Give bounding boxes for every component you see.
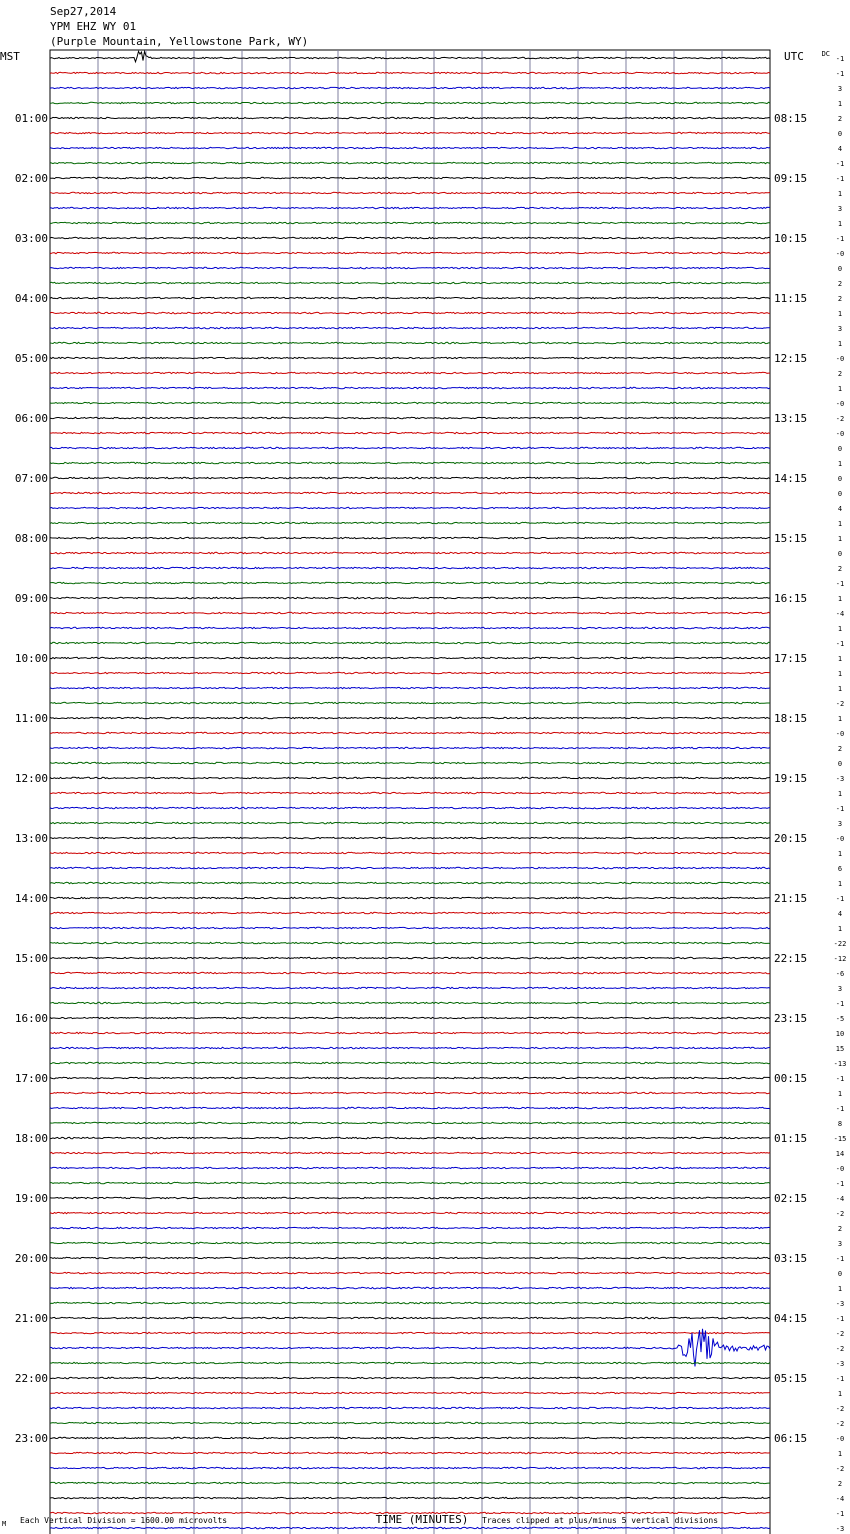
utc-time-label: 21:15 bbox=[774, 892, 808, 905]
x-axis-title: TIME (MINUTES) bbox=[375, 1513, 469, 1526]
utc-time-label: 08:15 bbox=[774, 112, 808, 125]
trace-line bbox=[50, 327, 770, 328]
trace-line bbox=[50, 1107, 770, 1108]
trace-line bbox=[50, 612, 770, 613]
trace-line bbox=[50, 282, 770, 283]
trace-line bbox=[50, 642, 770, 643]
trace-line bbox=[50, 1077, 770, 1078]
trace-line bbox=[50, 51, 770, 61]
utc-time-label: 15:15 bbox=[774, 532, 808, 545]
trace-line bbox=[50, 432, 770, 433]
dc-offset-label: 0 bbox=[837, 1270, 843, 1278]
dc-offset-label: -13 bbox=[833, 1060, 847, 1068]
utc-time-label: 23:15 bbox=[774, 1012, 808, 1025]
mst-time-label: 12:00 bbox=[14, 772, 48, 785]
dc-offset-label: 8 bbox=[837, 1120, 843, 1128]
dc-offset-label: -2 bbox=[835, 1345, 845, 1353]
station-location: (Purple Mountain, Yellowstone Park, WY) bbox=[50, 35, 309, 48]
dc-offset-label: 1 bbox=[837, 1090, 843, 1098]
dc-offset-label: -1 bbox=[835, 805, 845, 813]
utc-time-label: 01:15 bbox=[774, 1132, 808, 1145]
trace-line bbox=[50, 177, 770, 178]
label-group bbox=[0, 50, 846, 1534]
trace-line bbox=[50, 477, 770, 478]
dc-offset-label: 3 bbox=[837, 85, 843, 93]
utc-time-label: 12:15 bbox=[774, 352, 808, 365]
dc-offset-label: 1 bbox=[837, 790, 843, 798]
utc-time-label: 10:15 bbox=[774, 232, 808, 245]
trace-line bbox=[50, 342, 770, 343]
dc-offset-label: 1 bbox=[837, 625, 843, 633]
trace-line bbox=[50, 1392, 770, 1393]
dc-offset-label: -15 bbox=[833, 1135, 847, 1143]
trace-line bbox=[50, 867, 770, 868]
utc-time-label: 16:15 bbox=[774, 592, 808, 605]
mst-time-label: 06:00 bbox=[14, 412, 48, 425]
dc-offset-label: -2 bbox=[835, 700, 845, 708]
mst-time-label: 21:00 bbox=[14, 1312, 48, 1325]
trace-line bbox=[50, 1287, 770, 1288]
dc-offset-label: -2 bbox=[835, 1420, 845, 1428]
trace-line bbox=[50, 237, 770, 238]
trace-line bbox=[50, 387, 770, 388]
trace-line bbox=[50, 747, 770, 748]
mst-time-label: 19:00 bbox=[14, 1192, 48, 1205]
trace-line bbox=[50, 132, 770, 133]
trace-line bbox=[50, 1182, 770, 1183]
trace-group bbox=[50, 51, 770, 1534]
dc-offset-label: -1 bbox=[835, 895, 845, 903]
dc-offset-label: 1 bbox=[837, 100, 843, 108]
corner-mark: M bbox=[2, 1520, 7, 1528]
trace-line bbox=[50, 1377, 770, 1378]
utc-time-label: 13:15 bbox=[774, 412, 808, 425]
trace-line bbox=[50, 597, 770, 598]
dc-offset-label: -4 bbox=[835, 1495, 845, 1503]
mst-time-label: 03:00 bbox=[14, 232, 48, 245]
trace-line bbox=[50, 1497, 770, 1498]
trace-line bbox=[50, 1362, 770, 1363]
dc-offset-label: 1 bbox=[837, 220, 843, 228]
trace-line bbox=[50, 102, 770, 103]
mst-time-label: 16:00 bbox=[14, 1012, 48, 1025]
trace-line bbox=[50, 537, 770, 538]
dc-offset-label: 1 bbox=[837, 1450, 843, 1458]
plot-frame bbox=[50, 50, 770, 1534]
utc-time-label: 09:15 bbox=[774, 172, 808, 185]
mst-time-label: 20:00 bbox=[14, 1252, 48, 1265]
dc-offset-label: -0 bbox=[835, 835, 845, 843]
trace-line bbox=[50, 462, 770, 463]
utc-time-label: 14:15 bbox=[774, 472, 808, 485]
dc-offset-label: 6 bbox=[837, 865, 843, 873]
mst-axis-label: MST bbox=[0, 50, 20, 63]
dc-offset-label: -1 bbox=[835, 1375, 845, 1383]
dc-offset-label: 4 bbox=[837, 505, 843, 513]
trace-line bbox=[50, 777, 770, 778]
trace-line bbox=[50, 582, 770, 583]
dc-offset-label: -3 bbox=[835, 1300, 845, 1308]
trace-line bbox=[50, 492, 770, 493]
station-id: YPM EHZ WY 01 bbox=[50, 20, 137, 33]
utc-time-label: 19:15 bbox=[774, 772, 808, 785]
mst-time-label: 05:00 bbox=[14, 352, 48, 365]
utc-time-label: 11:15 bbox=[774, 292, 808, 305]
mst-time-label: 22:00 bbox=[14, 1372, 48, 1385]
utc-time-label: 04:15 bbox=[774, 1312, 808, 1325]
dc-offset-label: 3 bbox=[837, 1240, 843, 1248]
utc-time-label: 22:15 bbox=[774, 952, 808, 965]
trace-line bbox=[50, 987, 770, 988]
trace-line bbox=[50, 1062, 770, 1063]
dc-offset-label: 1 bbox=[837, 925, 843, 933]
dc-offset-label: 0 bbox=[837, 490, 843, 498]
dc-offset-label: -1 bbox=[835, 235, 845, 243]
dc-offset-label: 3 bbox=[837, 985, 843, 993]
dc-offset-label: -3 bbox=[835, 1525, 845, 1533]
trace-line bbox=[50, 1092, 770, 1093]
mst-time-label: 01:00 bbox=[14, 112, 48, 125]
dc-offset-label: 1 bbox=[837, 1390, 843, 1398]
trace-line bbox=[50, 207, 770, 208]
dc-offset-label: -1 bbox=[835, 175, 845, 183]
trace-line bbox=[50, 87, 770, 88]
dc-offset-label: 0 bbox=[837, 445, 843, 453]
trace-line bbox=[50, 1482, 770, 1483]
dc-offset-label: 1 bbox=[837, 880, 843, 888]
utc-time-label: 02:15 bbox=[774, 1192, 808, 1205]
trace-line bbox=[50, 147, 770, 148]
dc-offset-label: -22 bbox=[833, 940, 847, 948]
dc-offset-label: 2 bbox=[837, 1225, 843, 1233]
trace-line bbox=[50, 297, 770, 298]
trace-line bbox=[50, 162, 770, 163]
dc-offset-label: -1 bbox=[835, 1255, 845, 1263]
trace-line bbox=[50, 1197, 770, 1198]
trace-line bbox=[50, 1329, 770, 1367]
dc-offset-label: -1 bbox=[835, 160, 845, 168]
dc-offset-label: -1 bbox=[835, 1000, 845, 1008]
dc-offset-label: -1 bbox=[835, 580, 845, 588]
dc-offset-label: 10 bbox=[835, 1030, 845, 1038]
trace-line bbox=[50, 807, 770, 808]
dc-offset-label: 14 bbox=[835, 1150, 845, 1158]
plot-grid bbox=[50, 50, 770, 1534]
dc-offset-label: 4 bbox=[837, 910, 843, 918]
dc-offset-label: 1 bbox=[837, 520, 843, 528]
utc-time-label: 17:15 bbox=[774, 652, 808, 665]
mst-time-label: 15:00 bbox=[14, 952, 48, 965]
dc-offset-label: 1 bbox=[837, 715, 843, 723]
dc-offset-label: 1 bbox=[837, 685, 843, 693]
trace-line bbox=[50, 912, 770, 913]
dc-offset-label: -0 bbox=[835, 430, 845, 438]
dc-offset-label: -0 bbox=[835, 400, 845, 408]
trace-line bbox=[50, 1317, 770, 1318]
dc-offset-label: 2 bbox=[837, 295, 843, 303]
dc-offset-label: 3 bbox=[837, 820, 843, 828]
utc-time-label: 00:15 bbox=[774, 1072, 808, 1085]
dc-offset-label: 1 bbox=[837, 460, 843, 468]
dc-offset-label: -2 bbox=[835, 1210, 845, 1218]
trace-line bbox=[50, 1227, 770, 1228]
trace-line bbox=[50, 672, 770, 673]
dc-offset-label: -1 bbox=[835, 640, 845, 648]
trace-line bbox=[50, 1527, 770, 1528]
trace-line bbox=[50, 957, 770, 958]
dc-offset-label: -0 bbox=[835, 1165, 845, 1173]
dc-offset-label: 1 bbox=[837, 385, 843, 393]
trace-line bbox=[50, 1137, 770, 1138]
trace-line bbox=[50, 657, 770, 658]
dc-offset-label: 1 bbox=[837, 850, 843, 858]
mst-time-label: 18:00 bbox=[14, 1132, 48, 1145]
dc-offset-label: -1 bbox=[835, 1075, 845, 1083]
mst-time-label: 09:00 bbox=[14, 592, 48, 605]
trace-line bbox=[50, 357, 770, 358]
dc-offset-label: -5 bbox=[835, 1015, 845, 1023]
mst-time-label: 11:00 bbox=[14, 712, 48, 725]
dc-offset-label: -0 bbox=[835, 1435, 845, 1443]
trace-line bbox=[50, 1452, 770, 1453]
trace-line bbox=[50, 942, 770, 943]
footer-clip-note: Traces clipped at plus/minus 5 vertical divisions bbox=[482, 1516, 719, 1525]
trace-line bbox=[50, 1272, 770, 1273]
dc-offset-label: -1 bbox=[835, 55, 845, 63]
mst-time-label: 02:00 bbox=[14, 172, 48, 185]
trace-line bbox=[50, 1002, 770, 1003]
dc-offset-label: -1 bbox=[835, 1180, 845, 1188]
trace-line bbox=[50, 252, 770, 253]
dc-offset-label: -2 bbox=[835, 1465, 845, 1473]
dc-offset-label: -1 bbox=[835, 1315, 845, 1323]
trace-line bbox=[50, 312, 770, 313]
trace-line bbox=[50, 1167, 770, 1168]
trace-line bbox=[50, 837, 770, 838]
mst-time-label: 10:00 bbox=[14, 652, 48, 665]
trace-line bbox=[50, 402, 770, 403]
dc-offset-label: -3 bbox=[835, 775, 845, 783]
trace-line bbox=[50, 447, 770, 448]
trace-line bbox=[50, 627, 770, 628]
dc-offset-label: -2 bbox=[835, 415, 845, 423]
trace-line bbox=[50, 972, 770, 973]
dc-offset-label: 0 bbox=[837, 475, 843, 483]
dc-offset-label: 2 bbox=[837, 370, 843, 378]
dc-offset-label: 1 bbox=[837, 655, 843, 663]
dc-offset-label: 1 bbox=[837, 190, 843, 198]
trace-line bbox=[50, 372, 770, 373]
trace-line bbox=[50, 1332, 770, 1333]
mst-time-label: 14:00 bbox=[14, 892, 48, 905]
dc-offset-label: 1 bbox=[837, 1285, 843, 1293]
trace-line bbox=[50, 852, 770, 853]
dc-offset-label: -4 bbox=[835, 1195, 845, 1203]
dc-offset-label: 2 bbox=[837, 115, 843, 123]
dc-offset-label: -0 bbox=[835, 730, 845, 738]
utc-time-label: 18:15 bbox=[774, 712, 808, 725]
dc-offset-label: -6 bbox=[835, 970, 845, 978]
dc-offset-label: 1 bbox=[837, 340, 843, 348]
dc-offset-label: -0 bbox=[835, 250, 845, 258]
dc-offset-label: 3 bbox=[837, 205, 843, 213]
trace-line bbox=[50, 1257, 770, 1258]
trace-line bbox=[50, 717, 770, 718]
trace-line bbox=[50, 687, 770, 688]
trace-line bbox=[50, 1422, 770, 1423]
dc-offset-label: 0 bbox=[837, 550, 843, 558]
dc-offset-label: 0 bbox=[837, 130, 843, 138]
trace-line bbox=[50, 1467, 770, 1468]
trace-line bbox=[50, 417, 770, 418]
utc-time-label: 03:15 bbox=[774, 1252, 808, 1265]
dc-offset-label: 2 bbox=[837, 565, 843, 573]
mst-time-label: 04:00 bbox=[14, 292, 48, 305]
trace-line bbox=[50, 1017, 770, 1018]
trace-line bbox=[50, 1302, 770, 1303]
dc-offset-label: -1 bbox=[835, 70, 845, 78]
trace-line bbox=[50, 732, 770, 733]
dc-offset-label: 2 bbox=[837, 745, 843, 753]
dc-offset-label: -1 bbox=[835, 1105, 845, 1113]
dc-offset-label: 4 bbox=[837, 145, 843, 153]
dc-offset-label: -0 bbox=[835, 355, 845, 363]
trace-line bbox=[50, 1407, 770, 1408]
dc-offset-label: 2 bbox=[837, 1480, 843, 1488]
utc-time-label: 06:15 bbox=[774, 1432, 808, 1445]
trace-line bbox=[50, 927, 770, 928]
utc-axis-label: UTC bbox=[784, 50, 804, 63]
dc-offset-label: 3 bbox=[837, 325, 843, 333]
trace-line bbox=[50, 1242, 770, 1243]
dc-offset-label: 2 bbox=[837, 280, 843, 288]
footer-scale-note: Each Vertical Division = 1600.00 microvolts bbox=[20, 1516, 228, 1525]
trace-line bbox=[50, 1437, 770, 1438]
dc-offset-label: -3 bbox=[835, 1360, 845, 1368]
trace-line bbox=[50, 117, 770, 118]
trace-line bbox=[50, 72, 770, 73]
dc-offset-label: -12 bbox=[833, 955, 847, 963]
mst-time-label: 07:00 bbox=[14, 472, 48, 485]
trace-line bbox=[50, 507, 770, 508]
trace-line bbox=[50, 1152, 770, 1153]
dc-offset-label: 15 bbox=[835, 1045, 845, 1053]
mst-time-label: 23:00 bbox=[14, 1432, 48, 1445]
trace-line bbox=[50, 192, 770, 193]
mst-time-label: 13:00 bbox=[14, 832, 48, 845]
dc-offset-label: -4 bbox=[835, 610, 845, 618]
trace-line bbox=[50, 702, 770, 703]
dc-offset-label: -1 bbox=[835, 1510, 845, 1518]
dc-header-label: DC bbox=[821, 50, 830, 58]
trace-line bbox=[50, 822, 770, 823]
mst-time-label: 17:00 bbox=[14, 1072, 48, 1085]
trace-line bbox=[50, 1032, 770, 1033]
utc-time-label: 20:15 bbox=[774, 832, 808, 845]
trace-line bbox=[50, 1212, 770, 1213]
chart-title: Sep27,2014 bbox=[50, 5, 117, 18]
trace-line bbox=[50, 1047, 770, 1048]
trace-line bbox=[50, 567, 770, 568]
utc-time-label: 05:15 bbox=[774, 1372, 808, 1385]
trace-line bbox=[50, 1122, 770, 1123]
dc-offset-label: 0 bbox=[837, 760, 843, 768]
mst-time-label: 08:00 bbox=[14, 532, 48, 545]
trace-line bbox=[50, 267, 770, 268]
dc-offset-label: -2 bbox=[835, 1330, 845, 1338]
trace-line bbox=[50, 897, 770, 898]
trace-line bbox=[50, 792, 770, 793]
dc-offset-label: 1 bbox=[837, 670, 843, 678]
dc-offset-label: 1 bbox=[837, 310, 843, 318]
dc-offset-label: 0 bbox=[837, 265, 843, 273]
dc-offset-label: -2 bbox=[835, 1405, 845, 1413]
trace-line bbox=[50, 552, 770, 553]
trace-line bbox=[50, 522, 770, 523]
dc-offset-label: 1 bbox=[837, 535, 843, 543]
trace-line bbox=[50, 762, 770, 763]
trace-line bbox=[50, 882, 770, 883]
trace-line bbox=[50, 222, 770, 223]
dc-offset-label: 1 bbox=[837, 595, 843, 603]
